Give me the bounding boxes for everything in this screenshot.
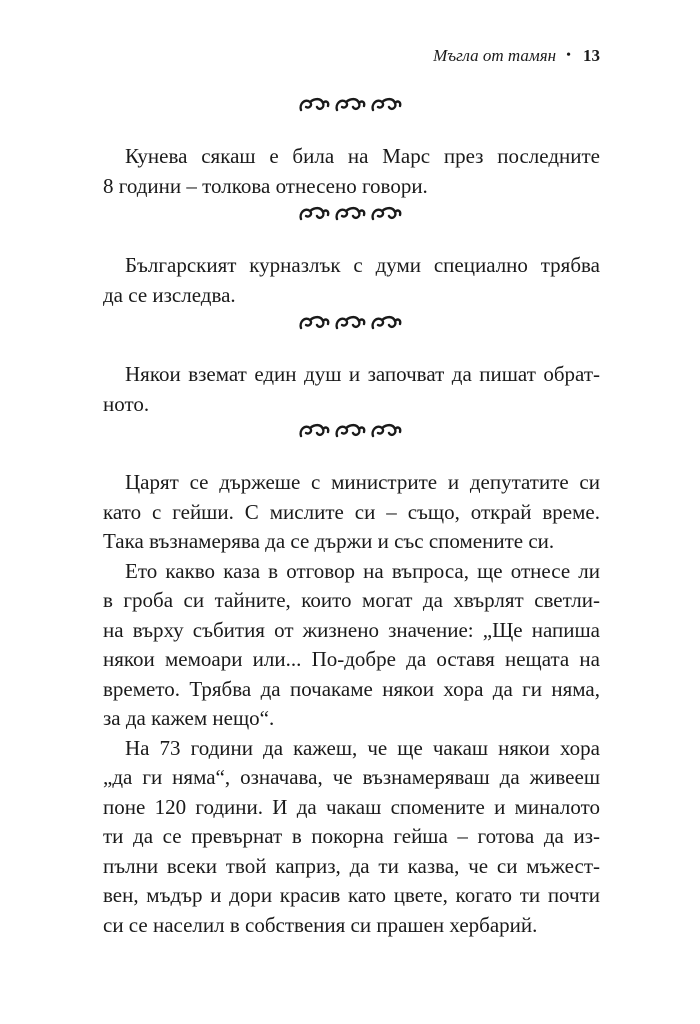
- text-line: за да кажем нещо“.: [103, 706, 275, 730]
- scroll-ornament-icon: [333, 420, 367, 447]
- page-number: 13: [583, 46, 600, 65]
- paragraph-3: [103, 360, 600, 419]
- scroll-ornament-icon: [369, 203, 403, 230]
- text-line: ното.: [103, 391, 150, 416]
- text-line: вен, мъдър и дори красив като цвете, когато ти почти: [103, 883, 600, 907]
- ornament-divider: [0, 312, 700, 339]
- text-line: в гроба си тайните, които могат да хвърлят светли-: [103, 588, 600, 612]
- text-line: някои мемоари или... По-добре да оставя нещата на: [103, 647, 600, 671]
- text-line: си се населил в собствения си прашен хербарий.: [103, 912, 538, 937]
- paragraph-4: [103, 468, 600, 940]
- text-line: времето. Трябва да почакаме някои хора да ги няма,: [103, 676, 600, 701]
- scroll-ornament-icon: [297, 94, 331, 121]
- ornament-divider: [0, 420, 700, 447]
- text-line: Българският курназлък с думи специално трябва: [125, 253, 600, 277]
- scroll-ornament-icon: [297, 203, 331, 230]
- scroll-ornament-icon: [369, 312, 403, 339]
- scroll-ornament-icon: [369, 420, 403, 447]
- scroll-ornament-icon: [333, 94, 367, 121]
- paragraph-1: [103, 142, 600, 201]
- text-line: Така възнамерява да се държи и със спомените си.: [103, 529, 555, 553]
- text-line: На 73 години да кажеш, че ще чакаш някои хора: [125, 735, 600, 760]
- scroll-ornament-icon: [333, 312, 367, 339]
- text-line: пълни всеки твой каприз, да ти казва, че си мъжест-: [103, 853, 600, 878]
- scroll-ornament-icon: [297, 312, 331, 339]
- ornament-divider: [0, 203, 700, 230]
- book-title: Мъгла от тамян: [433, 46, 557, 65]
- text-line: да се изследва.: [103, 282, 236, 307]
- scroll-ornament-icon: [369, 94, 403, 121]
- text-line: като с гейши. С мислите си – също, открай време.: [103, 499, 600, 524]
- scroll-ornament-icon: [333, 203, 367, 230]
- text-line: ти да се превърнат в покорна гейша – готова да из-: [103, 824, 600, 848]
- text-line: Кунева сякаш е била на Марс през последните: [125, 144, 600, 168]
- header-bullet: •: [566, 48, 571, 63]
- text-line: на върху събития от жизнено значение: „Ще напиша: [103, 617, 600, 642]
- ornament-divider: [0, 94, 700, 121]
- text-line: поне 120 години. И да чакаш спомените и миналото: [103, 794, 600, 819]
- text-line: 8 години – толкова отнесено говори.: [103, 173, 428, 198]
- scroll-ornament-icon: [297, 420, 331, 447]
- paragraph-2: [103, 251, 600, 310]
- text-line: Царят се държеше с министрите и депутатите си: [125, 470, 600, 494]
- text-line: Някои вземат един душ и започват да пишат обрат-: [125, 362, 600, 386]
- running-header: [433, 46, 600, 66]
- text-line: Ето какво каза в отговор на въпроса, ще отнесе ли: [125, 558, 600, 583]
- text-line: „да ги няма“, означава, че възнамеряваш да живееш: [103, 765, 600, 789]
